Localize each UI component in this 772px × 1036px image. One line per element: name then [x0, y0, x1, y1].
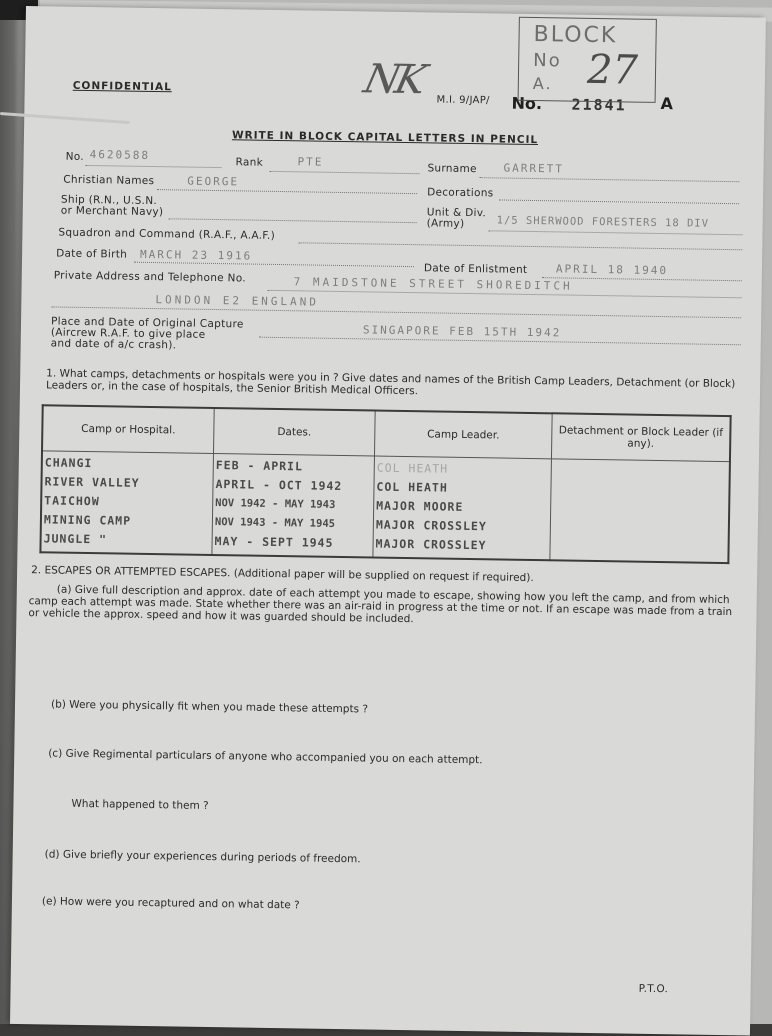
camp-column-cell	[40, 451, 213, 555]
decorations-line	[499, 199, 739, 204]
address-value-line2: LONDON E2 ENGLAND	[155, 293, 320, 309]
decorations-label: Decorations	[427, 186, 494, 200]
question-2e-text: (e) How were you recaptured and on what date ?	[41, 895, 300, 912]
leader-column-cell	[373, 456, 552, 560]
stamp-no-label: No	[533, 49, 562, 72]
leader-entry: MAJOR CROSSLEY	[375, 536, 487, 553]
dates-entry: NOV 1942 - MAY 1943	[215, 497, 336, 511]
squadron-label: Squadron and Command (R.A.F., A.A.F.)	[58, 226, 276, 242]
serial-suffix: A	[660, 93, 674, 114]
dates-entry: MAY - SEPT 1945	[214, 534, 334, 550]
table-row	[40, 451, 730, 563]
form-sheet	[10, 6, 766, 1035]
question-1-text: 1. What camps, detachments or hospitals were you in ? Give dates and names of the British Camp Leaders, Detachment (or Block) Leaders or, in the case of hospitals, the Senior British Medical Officers.	[45, 367, 736, 398]
block-stamp	[518, 17, 657, 103]
confidential-label: CONFIDENTIAL	[72, 79, 172, 94]
pto-label: P.T.O.	[638, 982, 669, 996]
question-2c-followup: What happened to them ?	[71, 797, 209, 812]
no-value: 4620588	[89, 148, 151, 162]
dates-entry: NOV 1943 - MAY 1945	[214, 516, 336, 530]
form-reference: M.I. 9/JAP/	[436, 94, 490, 107]
capture-label: Place and Date of Original Capture	[50, 315, 244, 331]
number-label: No.	[511, 93, 543, 114]
address-label: Private Address and Telephone No.	[53, 269, 247, 285]
dob-line	[134, 262, 414, 267]
surname-line	[479, 177, 739, 182]
question-2d-text: (d) Give briefly your experiences during periods of freedom.	[44, 848, 361, 866]
enlistment-value: APRIL 18 1940	[555, 262, 669, 278]
serial-number: 21841	[571, 95, 627, 115]
detachment-entry	[554, 461, 727, 483]
christian-names-value: GEORGE	[187, 174, 240, 189]
stamp-handwritten-number: 27	[586, 46, 639, 94]
camp-entry: RIVER VALLEY	[44, 474, 140, 490]
unit-label-sub: (Army)	[426, 217, 465, 230]
camp-entry: CHANGI	[44, 455, 93, 471]
col-detachment-header: Detachment or Block Leader (if any).	[551, 413, 730, 461]
question-2b-text: (b) Were you physically fit when you made these attempts ?	[50, 698, 369, 716]
leader-entry: MAJOR CROSSLEY	[375, 517, 487, 534]
rank-label: Rank	[235, 156, 264, 169]
camps-table	[39, 404, 731, 564]
dob-label: Date of Birth	[56, 247, 128, 261]
surname-value: GARRETT	[503, 161, 564, 176]
address-value-line1: 7 MAIDSTONE STREET SHOREDITCH	[293, 275, 573, 293]
dates-entry: APRIL - OCT 1942	[215, 477, 343, 494]
dates-column-cell	[212, 454, 375, 558]
camp-entry: MINING CAMP	[43, 512, 132, 528]
leader-entry: COL HEATH	[376, 460, 449, 476]
handwritten-initials: NK	[359, 56, 428, 104]
unit-value: 1/5 SHERWOOD FORESTERS 18 DIV	[496, 214, 710, 230]
rank-value: PTE	[297, 155, 324, 169]
stamp-letter: A.	[532, 73, 553, 94]
col-leader-header: Camp Leader.	[374, 411, 552, 459]
enlistment-label: Date of Enlistment	[423, 262, 528, 276]
stamp-title: BLOCK	[533, 21, 618, 49]
col-dates-header: Dates.	[213, 408, 375, 456]
capture-value: SINGAPORE FEB 15TH 1942	[362, 323, 562, 340]
capture-label-sub1: (Aircrew R.A.F. to give place	[50, 326, 206, 341]
question-2-title: 2. ESCAPES OR ATTEMPTED ESCAPES. (Additional paper will be supplied on request if required).	[31, 564, 534, 585]
squadron-line	[298, 242, 742, 250]
christian-names-line	[157, 189, 417, 194]
leader-entry: COL HEATH	[376, 479, 448, 495]
ship-label: Ship (R.N., U.S.N.	[60, 193, 158, 208]
detachment-column-cell	[550, 459, 730, 563]
ship-line	[169, 218, 417, 223]
capture-label-sub2: and date of a/c crash).	[50, 337, 177, 352]
instruction-heading: WRITE IN BLOCK CAPITAL LETTERS IN PENCIL	[231, 129, 539, 147]
question-2c-text: (c) Give Regimental particulars of anyone who accompanied you on each attempt.	[48, 747, 483, 767]
camp-entry: JUNGLE "	[43, 531, 108, 547]
christian-names-label: Christian Names	[63, 173, 155, 188]
no-label: No.	[65, 150, 85, 163]
leader-entry: MAJOR MOORE	[376, 498, 464, 514]
dates-entry: FEB - APRIL	[215, 458, 304, 474]
no-line	[85, 165, 221, 168]
question-2a-text: (a) Give full description and approx. date of each attempt you made to escape, showing how you left the camp, and from which camp each attempt was made. State whether there was an air-raid in progress at the time or not. If an escape was made from a train or vehicle the approx. speed and how it was guarded should be included.	[28, 583, 733, 626]
dob-value: MARCH 23 1916	[140, 247, 253, 263]
unit-line	[489, 230, 743, 235]
col-camp-header: Camp or Hospital.	[42, 405, 214, 453]
surname-label: Surname	[427, 162, 477, 176]
rank-line	[269, 171, 419, 174]
unit-label: Unit & Div.	[426, 206, 487, 220]
camp-entry: TAICHOW	[44, 493, 100, 509]
ship-label-sub: or Merchant Navy)	[60, 204, 164, 219]
